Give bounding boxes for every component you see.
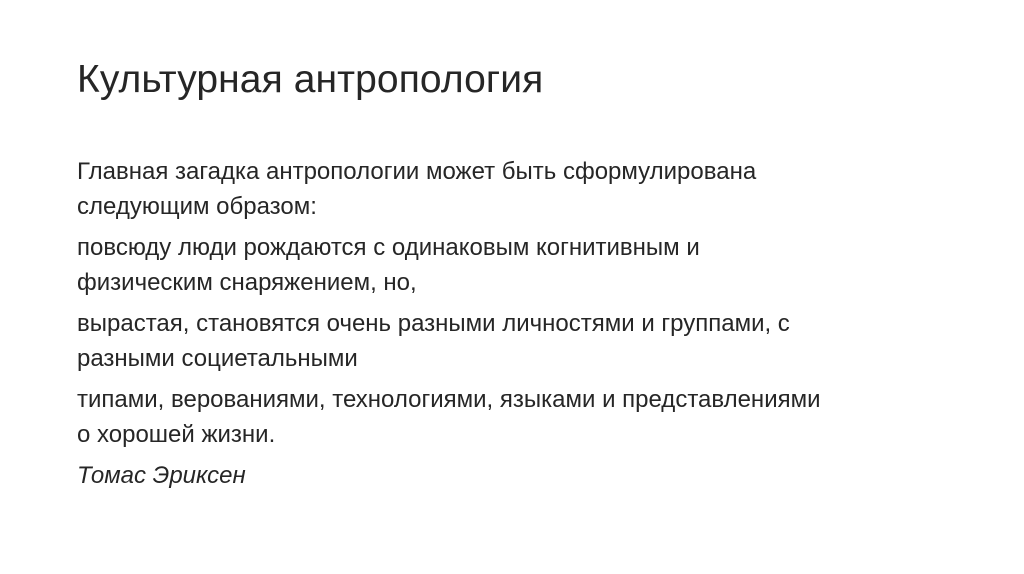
quote-author: Томас Эриксен [77, 462, 246, 489]
paragraph-3-line-2: разными социетальными [77, 345, 358, 372]
slide-title: Культурная антропология [77, 58, 544, 101]
paragraph-1-line-2: следующим образом: [77, 193, 317, 220]
paragraph-2 [77, 230, 977, 300]
paragraph-2-line-2: физическим снаряжением, но, [77, 269, 417, 296]
paragraph-2-line-1: повсюду люди рождаются с одинаковым когнитивным и [77, 234, 700, 261]
paragraph-3 [77, 306, 977, 376]
paragraph-3-line-1: вырастая, становятся очень разными личностями и группами, с [77, 310, 790, 337]
paragraph-1 [77, 154, 977, 224]
slide-body [77, 154, 977, 493]
paragraph-4-line-1: типами, верованиями, технологиями, языками и представлениями [77, 386, 821, 413]
paragraph-4 [77, 382, 977, 452]
paragraph-4-line-2: о хорошей жизни. [77, 421, 276, 448]
paragraph-1-line-1: Главная загадка антропологии может быть сформулирована [77, 158, 757, 185]
